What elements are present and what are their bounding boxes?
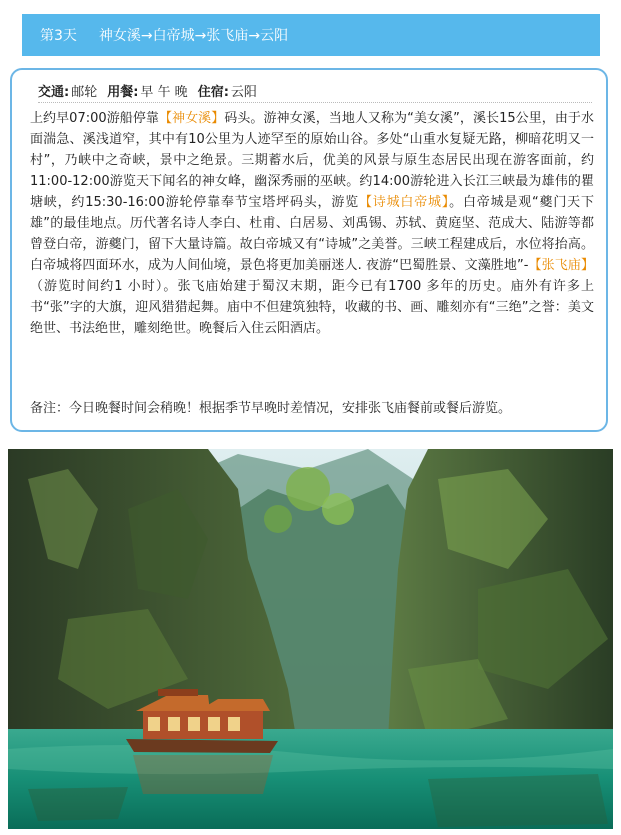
meals-label: 用餐:	[107, 84, 139, 100]
desc-part-3: 。白帝城是观“夔门天下雄”的最佳地点。历代著名诗人李白、杜甫、白居易、刘禹锡、苏轼、黄庭坚、范成大、陆游等都曾登白帝，游夔门，留下大量诗篇。故白帝城又有“诗城”之美誉。三峡工程建成后，水位将抬高。白帝城将四面环水，成为人间仙境，景色将更加美丽迷人. 夜游“巴蜀胜景、文藻胜地”-	[30, 195, 594, 273]
highlight-baidicheng: 【诗城白帝城】	[358, 195, 450, 210]
gorge-boat-photo	[8, 449, 613, 829]
lodging-value: 云阳	[230, 84, 257, 100]
meals-value: 早 午 晚	[140, 84, 188, 100]
transport-value: 邮轮	[71, 84, 98, 100]
lodging-label: 住宿:	[197, 84, 229, 100]
day-number: 第3天	[40, 28, 77, 44]
desc-part-4: （游览时间约1 小时）。张飞庙始建于蜀汉末期，距今已有1700 多年的历史。庙外有许多上书“张”字的大旗，迎风猎猎起舞。庙中不但建筑独特，收藏的书、画、雕刻亦有“三绝”之誉：美文绝世、书法绝世，雕刻绝世。晚餐后入住云阳酒店。	[30, 279, 594, 336]
highlight-zhangfeimiao: 【张飞庙】	[528, 258, 594, 273]
day-header	[22, 14, 600, 56]
day-route: 神女溪→白帝城→张飞庙→云阳	[98, 28, 289, 44]
itinerary-description	[30, 108, 594, 339]
highlight-shennvxi: 【神女溪】	[158, 111, 225, 126]
itinerary-note: 备注：今日晚餐时间会稍晚！根据季节早晚时差情况，安排张飞庙餐前或餐后游览。	[30, 401, 512, 416]
desc-part-1: 上约早07:00游船停靠	[30, 111, 159, 126]
desc-part-2: 码头。游神女溪，当地人又称为“美女溪”，溪长15公里，由于水面湍急、溪浅道窄，其中有10公里为人迹罕至的原始山谷。多处“山重水复疑无路，柳暗花明又一村”，乃峡中之奇峡，景中之绝景。三期蓄水后，优美的风景与原生态居民出现在游客面前，约11:00-12:00游览天下闻名的神女峰，幽深秀丽的巫峡。约14:00游轮进入长江三峡最为雄伟的瞿塘峡，约15:30-16:00游轮停靠奉节宝塔坪码头，游览	[30, 111, 594, 210]
transport-label: 交通:	[38, 84, 70, 100]
meta-row	[38, 78, 592, 103]
itinerary-card	[10, 68, 608, 432]
